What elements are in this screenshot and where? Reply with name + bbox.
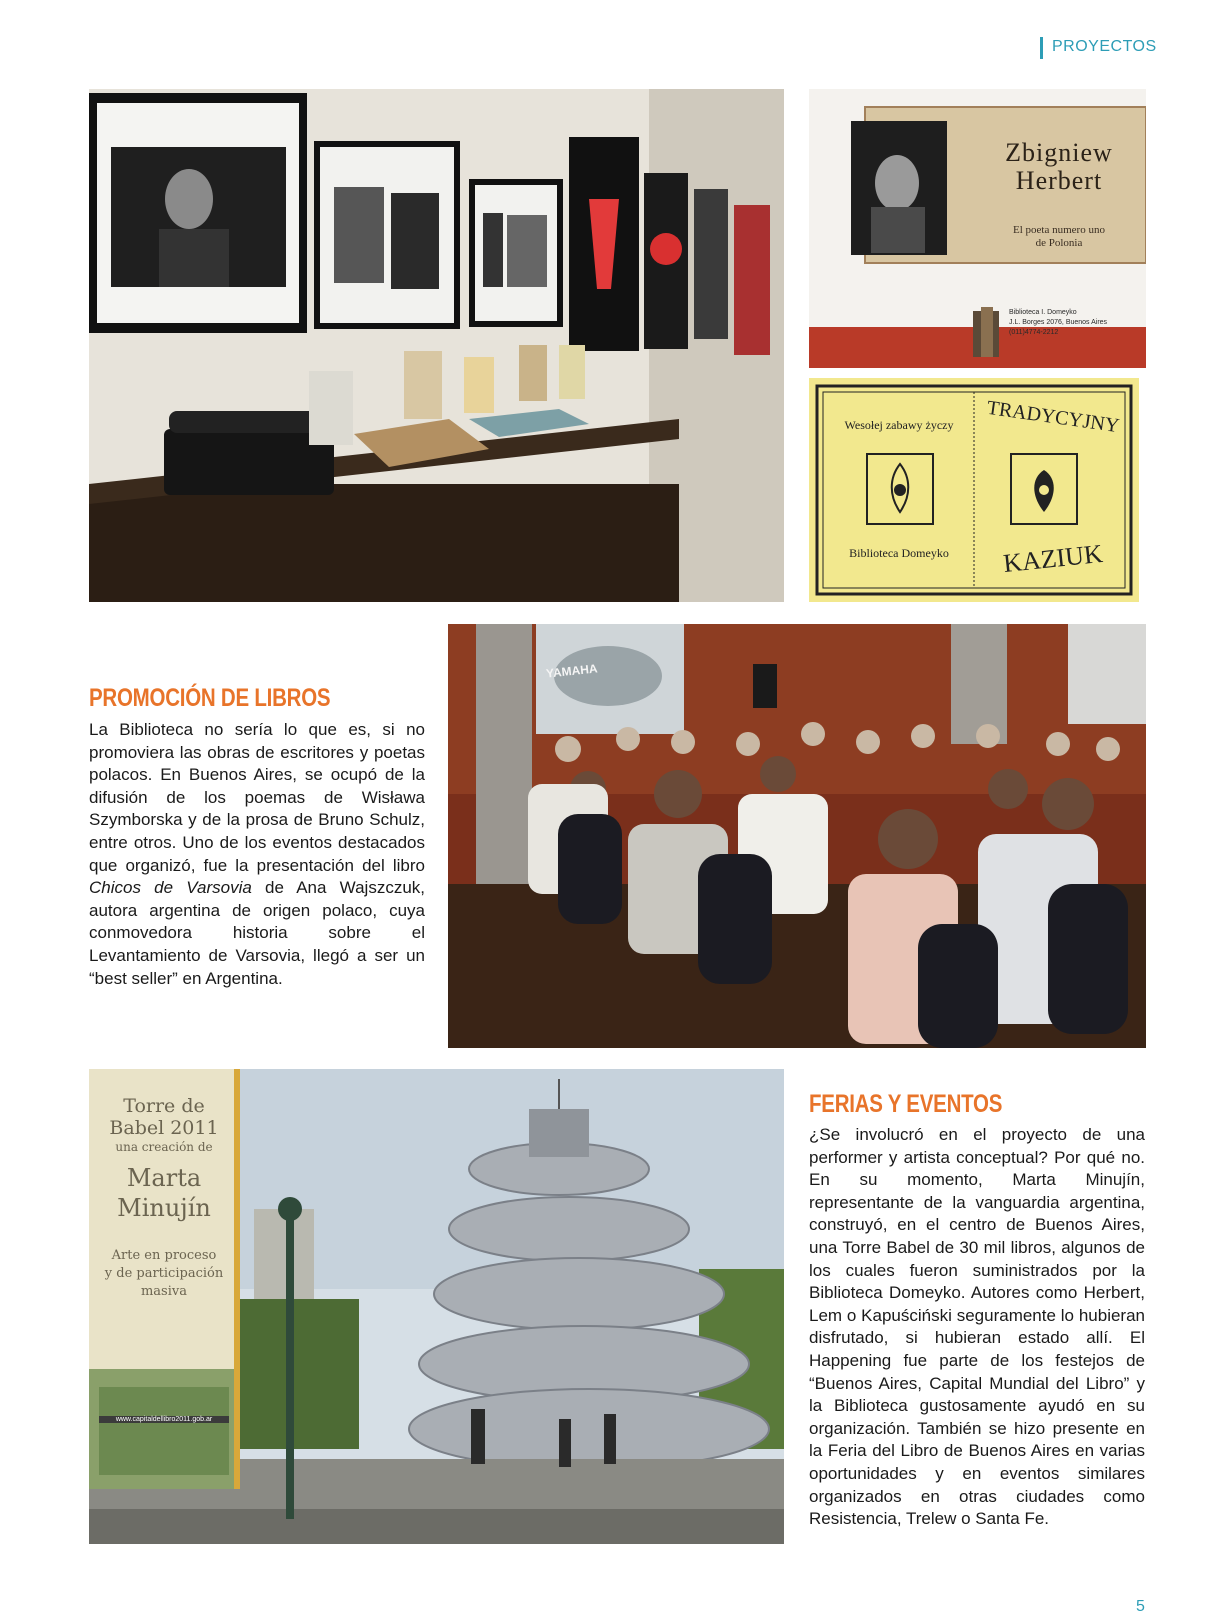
page-number: 5	[1136, 1598, 1145, 1615]
audience-illustration	[448, 624, 1146, 1048]
banner-line3: una creación de	[115, 1140, 213, 1154]
herbert-phone: (011)4774-2212	[1009, 329, 1059, 336]
banner-line7: y de participación	[104, 1266, 224, 1281]
kaziuk-left-footer: Biblioteca Domeyko	[849, 546, 949, 560]
banner-url: www.capitaldellibro2011.gob.ar	[99, 1416, 229, 1423]
kaziuk-right-bottom: KAZIUK	[1001, 538, 1105, 579]
herbert-library-name: Biblioteca I. Domeyko	[1009, 309, 1077, 316]
section-title-ferias: FERIAS Y EVENTOS	[809, 1090, 1003, 1118]
section-body-promocion-part1: La Biblioteca no sería lo que es, si no promoviera las obras de escritores y poetas polacos. En Buenos Aires, se ocupó de la difusión de los poemas de Wisława Szymborska y de la prosa de Bruno Schulz, entre otros. Uno de los eventos destacados que organizó, fue la presentación del libro	[89, 720, 425, 875]
section-label: PROYECTOS	[1052, 38, 1157, 55]
kaziuk-left-line: Wesołej zabawy życzy	[844, 418, 954, 432]
section-body-promocion-part2: de Ana Wajszczuk, autora argentina de origen polaco, cuya conmovedora historia sobre el Levantamiento de Varsovia, llegó a ser un “best seller” en Argentina.	[89, 878, 425, 988]
banner-line2: Babel 2011	[109, 1117, 219, 1139]
herbert-invitation-photo	[809, 89, 1146, 368]
header-accent-bar	[1040, 37, 1043, 59]
audience-photo	[448, 624, 1146, 1048]
section-title-promocion: PROMOCIÓN DE LIBROS	[89, 684, 331, 712]
section-body-promocion	[89, 719, 425, 990]
kaziuk-card-photo	[809, 378, 1139, 602]
kaziuk-right-top: TRADYCYJNY	[985, 396, 1121, 438]
banner-line4: Marta	[126, 1164, 202, 1192]
projector-text: YAMAHA	[545, 661, 599, 681]
exhibition-photo	[89, 89, 784, 602]
book-title-italic: Chicos de Varsovia	[89, 878, 252, 898]
banner-line6: Arte en proceso	[111, 1248, 217, 1263]
herbert-title-line1: Zbigniew	[1005, 138, 1113, 167]
banner-line1: Torre de	[123, 1095, 205, 1117]
exhibition-illustration	[89, 89, 784, 602]
herbert-address: J.L. Borges 2076, Buenos Aires	[1009, 319, 1108, 326]
banner-line8: masiva	[140, 1284, 187, 1299]
section-body-ferias: ¿Se involucró en el proyecto de una performer y artista conceptual? Por qué no. En su momento, Marta Minujín, representante de la vanguardia argentina, construyó, en el centro de Buenos Aires, una Torre Babel de 30 mil libros, algunos de los cuales fueron suministrados por la Biblioteca Domeyko. Autores como Herbert, Lem o Kapuściński seguramente lo hubieran disfrutado, si hubieran estado allí. El Happening fue parte de los festejos de “Buenos Aires, Capital Mundial del Libro” y la Biblioteca gustosamente ayudó en su organización. También se hizo presente en la Feria del Libro de Buenos Aires en varias oportunidades y en eventos similares organizados en otras ciudades como Resistencia, Trelew o Santa Fe.	[809, 1125, 1145, 1529]
herbert-subtitle-line1: El poeta numero uno	[1013, 224, 1105, 236]
herbert-title-line2: Herbert	[1015, 166, 1103, 195]
tower-of-babel-photo	[89, 1069, 784, 1544]
herbert-subtitle-line2: de Polonia	[1035, 237, 1083, 249]
banner-line5: Minujín	[117, 1194, 211, 1222]
